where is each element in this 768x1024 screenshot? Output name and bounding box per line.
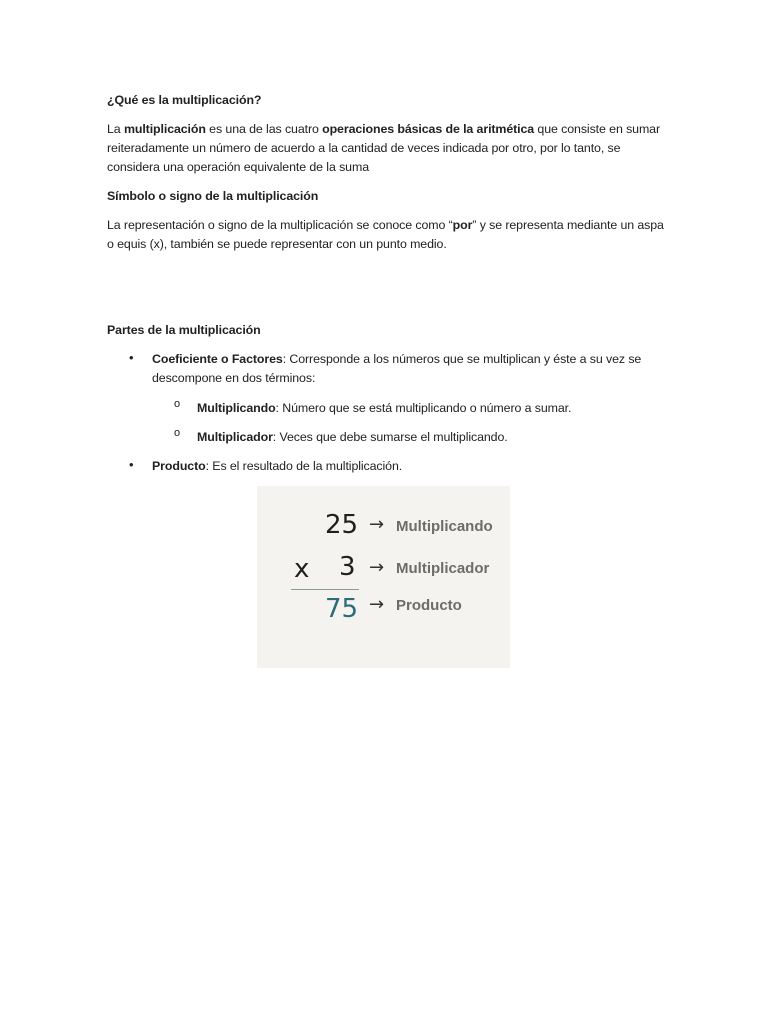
list-desc: : Es el resultado de la multiplicación. [205,459,403,473]
intro-text-3: que consiste en sumar reiteradamente un número de acuerdo a la cantidad de veces indicada por otro, por lo tanto, se considera una operación equivalente de la suma [107,122,660,174]
sum-line [291,589,359,590]
list-term: Coeficiente o Factores [152,352,283,366]
multiplier-number: 3 [339,552,356,582]
heading-what-is: ¿Qué es la multiplicación? [107,93,262,107]
sub-bullet-icon: o [174,398,181,410]
symbol-paragraph [107,216,667,254]
arrow-icon: → [369,514,385,535]
list-term: Multiplicador [197,430,273,444]
arrow-icon: → [369,594,385,615]
intro-bold-1: multiplicación [123,122,206,136]
intro-text-2: es una de las cuatro [205,122,323,136]
list-desc: : Veces que debe sumarse el multiplicando. [272,430,508,444]
multiplication-diagram [257,486,510,668]
label-multiplier: Multiplicador [396,560,490,577]
intro-paragraph [107,120,667,177]
symbol-text-2: ” y se representa mediante un aspa o equis (x), también se puede representar con un punto medio. [107,218,664,251]
list-item-factors [152,350,662,388]
product-number: 75 [325,594,359,624]
label-product: Producto [396,597,462,614]
multiply-sign: x [294,554,310,584]
bullet-icon: • [129,350,134,365]
list-desc: : Corresponde a los números que se multiplican y éste a su vez se descompone en dos términos: [152,352,642,385]
list-item-multiplier [197,428,667,447]
label-multiplicand: Multiplicando [396,518,493,535]
intro-text-1: La [107,122,124,136]
symbol-text-1: La representación o signo de la multiplicación se conoce como “ [107,218,453,232]
list-term: Producto [152,459,206,473]
heading-symbol: Símbolo o signo de la multiplicación [107,189,319,203]
heading-parts: Partes de la multiplicación [107,323,261,337]
list-item-product [152,457,662,476]
sub-bullet-icon: o [174,427,181,439]
bullet-icon: • [129,457,134,472]
list-desc: : Número que se está multiplicando o número a sumar. [275,401,572,415]
arrow-icon: → [369,557,385,578]
intro-bold-2: operaciones básicas de la aritmética [322,122,535,136]
list-term: Multiplicando [197,401,276,415]
symbol-bold-1: por [452,218,473,232]
multiplicand-number: 25 [325,510,359,540]
list-item-multiplicand [197,399,667,418]
